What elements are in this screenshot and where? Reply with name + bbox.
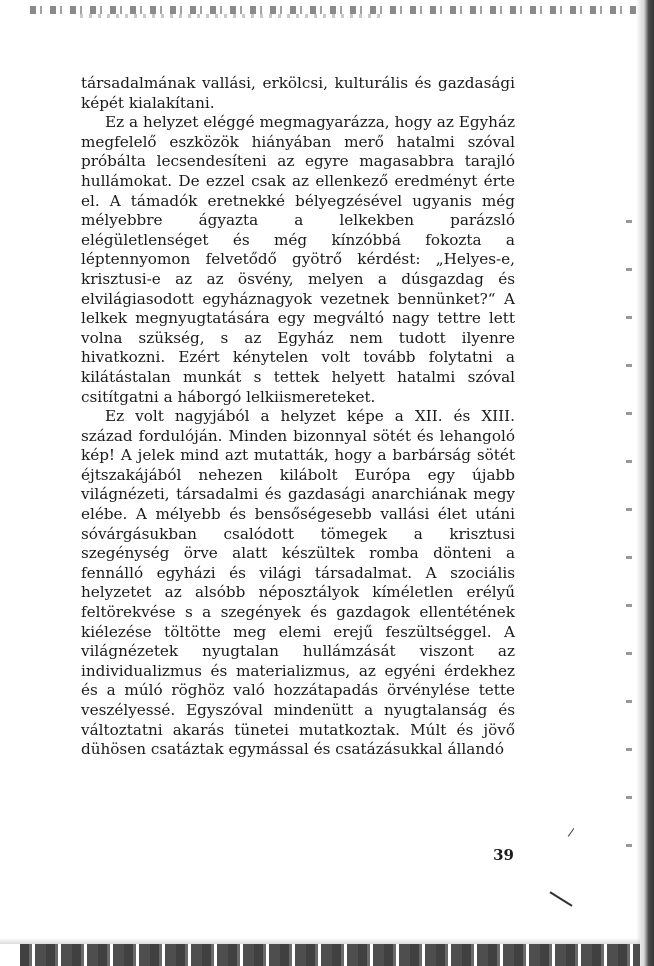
scan-edge-right: [636, 0, 654, 966]
pencil-mark-small: [568, 828, 575, 837]
scan-edge-right-specks: [626, 200, 632, 860]
scan-edge-top: [30, 6, 640, 14]
paragraph-continued: társadalmának vallási, erkölcsi, kulturális és gazdasági képét kialakítani.: [81, 74, 515, 112]
scan-edge-top-secondary: [80, 14, 380, 18]
scan-edge-bottom: [20, 944, 640, 966]
paragraph: Ez a helyzet eléggé megmagyarázza, hogy az Egyház megfelelő eszközök hiányában merő hatalmi szóval próbálta lecsendesíteni az egyre magasabbra tarajló hullámokat. De ezzel csak az ellenkező eredményt érte el. A támadók eretnekké bélyegzésével ugyanis még mélyebbre ágyazta a lelkekben parázsló elégületlenséget és még kínzóbbá fokozta a léptennyomon felvetődő gyötrő kérdést: „Helyes-e, krisztusi-e az az ösvény, melyen a dúsgazdag és elvilágiasodott egyháznagyok vezetnek bennünket?“ A lelkek megnyugtatására egy megváltó nagy tettre lett volna szükség, s az Egyház nem tudott ilyenre hivatkozni. Ezért kénytelen volt tovább folytatni a kilátástalan munkát s tettek helyett hatalmi szóval csitítgatni a háborgó lelkiismereteket.: [81, 113, 515, 406]
paragraph: Ez volt nagyjából a helyzet képe a XII. és XIII. század fordulóján. Minden bizonnyal sötét és lehangoló kép! A jelek mind azt mutatták, hogy a barbárság sötét éjtszakájából nehezen kilábolt Európa egy újabb világnézeti, társadalmi és gazdasági anarchiának megy elébe. A mélyebb és bensőségesebb vallási élet utáni sóvárgásukban csalódott tömegek a krisztusi szegénység örve alatt készültek romba dönteni a fennálló egyházi és világi társadalmat. A szociális helyzetet az alsóbb néposztályok kíméletlen erélyű feltörekvése s a szegények és gazdagok ellentétének kiélezése töltötte meg elemi erejű feszültséggel. A világnézetek nyugtalan hullámzását viszont az individualizmus és materializmus, az egyéni érdekhez és a múló röghöz való hozzátapadás örvénylése tette veszélyessé. Egyszóval mindenütt a nyugtalanság és változtatni akarás tünetei mutatkoztak. Múlt és jövő dühösen csatáztak egymással és csatázásukkal állandó: [81, 407, 515, 759]
page-number: 39: [493, 846, 514, 864]
body-text: [81, 74, 515, 760]
pencil-mark: [549, 891, 572, 906]
